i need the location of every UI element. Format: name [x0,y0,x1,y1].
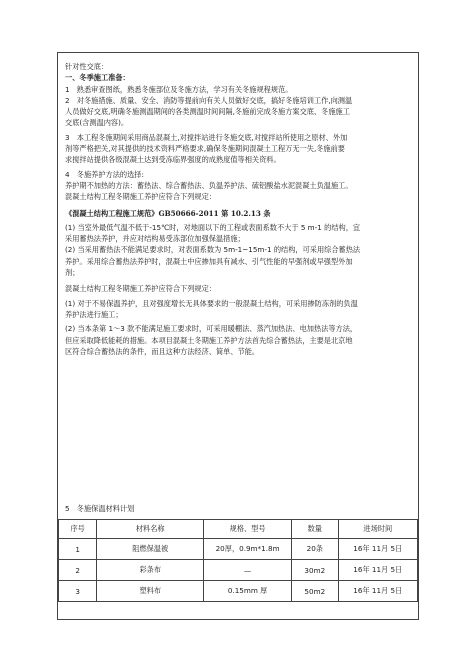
para-6-line: 但应采取降低能耗的措施。本项目混凝土冬期施工养护方法首先综合蓄热法，主要是北京地 [65,335,353,345]
para-1-line: 1 熟悉审查图纸，熟悉冬施部位及冬施方法，学习有关冬施规程规范。 [65,84,293,94]
para-6-line: (2) 当本条第 1～3 款不能满足施工要求时，可采用暖棚法、蒸汽加热法、电加热法等方法， [65,324,358,334]
para-5-line: 采用蓄热法养护，并应对结构易受冻部位加强保温措施； [65,234,245,244]
para-3-line: 3 本工程冬施期间采用商品混凝土,对搅拌站进行冬施交底,对搅拌站所使用之原材、外加 [65,132,348,142]
cell-index: 1 [59,539,97,560]
cell-date: 16年 11月 5日 [338,581,417,602]
para-6-line: 区符合综合蓄热法的条件，而且这种方法经济、简单、节能。 [65,346,260,356]
para-3-line: 剂等严格把关,对其提供的技术资料严格要求,确保冬施期间混凝土工程万无一失,冬施前要 [65,144,345,154]
para-6-line: 混凝土结构工程冬期施工养护应符合下列规定： [65,284,216,294]
cell-index: 3 [59,581,97,602]
col-header-index: 序号 [59,520,97,539]
para-5-line: 养护。采用综合蓄热法养护时，混凝土中应掺加具有减水、引气性能的早强剂或早强型外加 [65,256,353,266]
table-row [59,581,418,602]
table-header-row [59,520,418,539]
col-header-spec: 规格、型号 [204,520,292,539]
para-5-line: (1) 当室外最低气温不低于-15℃时，对地面以下的工程或表面系数不大于 5 m-1 的结构，宜 [65,222,361,232]
para-4-line: 混凝土结构工程冬期施工养护应符合下列规定： [65,192,216,202]
cell-quantity: 50m2 [292,581,338,602]
para-5-line: 剂； [65,268,80,278]
col-header-quantity: 数量 [292,520,338,539]
para-2-line: 2 对冬施措施、质量、安全、消防等提前向有关人员做好交底，搞好冬施培训工作,向测温 [65,95,353,105]
materials-table [58,519,418,602]
para-2 [65,95,413,129]
cell-quantity: 20条 [292,539,338,560]
para-4-line: 养护期不加热的方法：蓄热法、综合蓄热法、负温养护法、硫铝酸盐水泥混凝土负温施工。 [65,180,353,190]
cell-material: 阻燃保温被 [97,539,204,560]
cell-date: 16年 11月 5日 [338,560,417,581]
cell-material: 塑料布 [97,581,204,602]
para-6-line: (1) 对于不易保温养护，且对强度增长无具体要求的一般混凝土结构，可采用掺防冻剂的负温 [65,298,358,308]
table-row [59,539,418,560]
para-5 [65,222,413,278]
para-2-line: 人员做好交底,明确冬施测温期间的各类测温时间间隔,冬施前完成冬施方案交底、冬施施工 [65,107,350,117]
para-6 [65,283,413,357]
table-title: 5 冬施保温材料计划 [65,504,135,513]
cell-material: 彩条布 [97,560,204,581]
para-3 [65,132,413,166]
para-4-title: 4 冬施养护方法的选择: [65,169,144,179]
document-body [65,61,413,357]
header-label: 针对性交底： [65,62,109,71]
cell-spec: — [204,560,292,581]
table-row [59,560,418,581]
para-5-line: (2) 当采用蓄热法不能满足要求时，对表面系数为 5m-1~15m-1 的结构，可采用综合蓄热法 [65,245,361,255]
para-3-line: 求搅拌站提供各级混凝土达到受冻临界强度的成熟度值等相关资料。 [65,155,281,165]
col-header-date: 进场时间 [338,520,417,539]
cell-date: 16年 11月 5日 [338,539,417,560]
cell-spec: 20厚，0.9m*1.8m [204,539,292,560]
cell-quantity: 30m2 [292,560,338,581]
col-header-material: 材料名称 [97,520,204,539]
document-page [57,52,419,620]
section1-title: 一、冬季施工准备： [65,73,130,83]
cell-spec: 0.15mm 厚 [204,581,292,602]
para-2-line: 交底(含测温内容)。 [65,118,129,128]
cell-index: 2 [59,560,97,581]
spec-reference: 《混凝土结构工程施工规范》GB50666-2011 第 10.2.13 条 [65,208,271,218]
para-6-line: 养护法进行施工； [65,309,123,319]
